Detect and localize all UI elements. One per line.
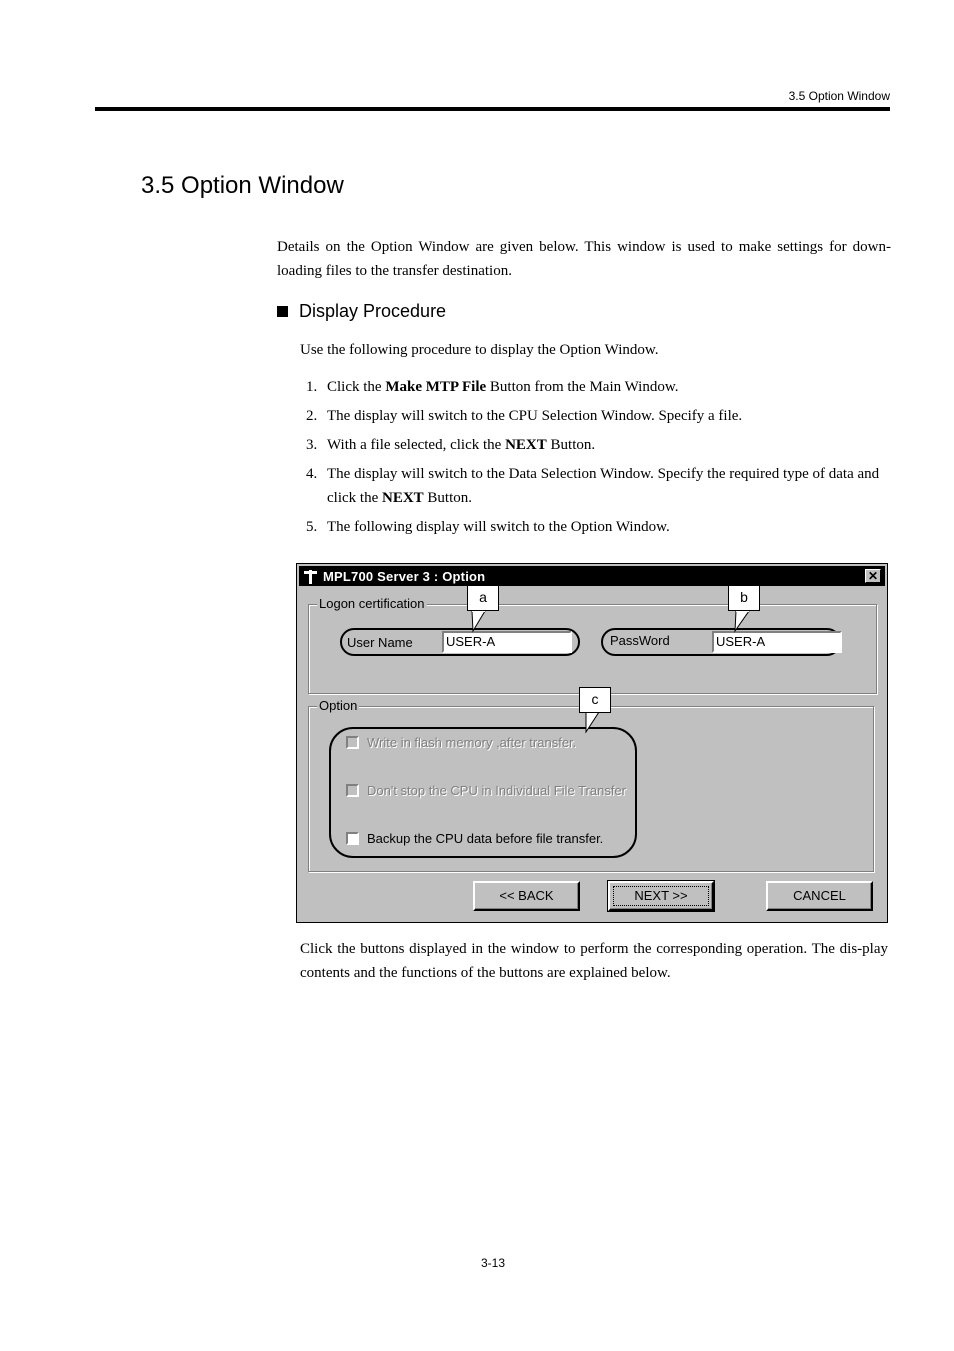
display-procedure-heading xyxy=(277,301,446,322)
step-bold-term: Make MTP File xyxy=(385,379,487,395)
dialog-titlebar[interactable] xyxy=(299,566,885,586)
write-flash-checkbox-row xyxy=(346,735,576,750)
cancel-button[interactable] xyxy=(766,881,873,911)
procedure-step xyxy=(306,375,891,399)
step-text: The following display will switch to the Option Window. xyxy=(327,519,670,535)
step-bold-term: NEXT xyxy=(505,437,547,453)
step-bold-term: NEXT xyxy=(381,490,424,506)
procedure-step xyxy=(306,515,891,539)
display-procedure-title: Display Procedure xyxy=(299,301,447,321)
password-input[interactable]: USER-A xyxy=(712,631,842,653)
backup-cpu-checkbox[interactable] xyxy=(346,832,359,845)
dialog-title: MPL700 Server 3 : Option xyxy=(323,568,486,584)
callout-b: b xyxy=(728,585,760,611)
backup-cpu-label: Backup the CPU data before file transfer. xyxy=(367,831,604,846)
cancel-button-label: CANCEL xyxy=(793,888,846,903)
logon-certification-label: Logon certification xyxy=(319,596,425,611)
option-window-dialog xyxy=(296,563,888,923)
step-text: The display will switch to the Data Selection Window. Specify the required type of data and click the NEXT Button. xyxy=(327,466,880,506)
header-rule xyxy=(95,107,890,111)
step-number: 3. xyxy=(306,437,318,453)
callout-a-tail xyxy=(469,611,489,633)
callout-a: a xyxy=(467,585,499,611)
back-button-label: << BACK xyxy=(499,888,554,903)
step-number: 2. xyxy=(306,408,318,424)
page-number: 3-13 xyxy=(480,1256,506,1270)
running-head: 3.5 Option Window xyxy=(788,89,890,103)
step-text: With a file selected, click the NEXT Button. xyxy=(327,437,596,453)
close-icon[interactable]: ✕ xyxy=(865,569,881,583)
next-button-label: NEXT >> xyxy=(634,888,688,903)
closing-paragraph: Click the buttons displayed in the window to perform the corresponding operation. The dis-play contents and the functions of the buttons are explained below. xyxy=(300,941,888,981)
dont-stop-cpu-label: Don't stop the CPU in Individual File Transfer xyxy=(367,783,626,798)
callout-c-tail xyxy=(583,712,603,734)
write-flash-checkbox xyxy=(346,736,359,749)
procedure-lead: Use the following procedure to display the Option Window. xyxy=(300,342,659,358)
backup-cpu-checkbox-row[interactable] xyxy=(346,831,603,846)
step-number: 1. xyxy=(306,379,318,395)
back-button[interactable] xyxy=(473,881,580,911)
step-text: The display will switch to the CPU Selection Window. Specify a file. xyxy=(327,408,743,424)
procedure-step xyxy=(306,433,891,457)
user-name-label: User Name xyxy=(347,635,413,650)
callout-b-tail xyxy=(733,611,753,633)
dont-stop-cpu-checkbox-row xyxy=(346,783,626,798)
step-text: Click the Make MTP File Button from the Main Window. xyxy=(327,379,679,395)
dont-stop-cpu-checkbox xyxy=(346,784,359,797)
procedure-step xyxy=(306,462,891,510)
write-flash-label: Write in flash memory ,after transfer. xyxy=(367,735,577,750)
option-group-label: Option xyxy=(319,698,358,713)
next-button[interactable] xyxy=(608,881,714,911)
procedure-steps xyxy=(306,375,891,544)
square-bullet-icon xyxy=(277,306,288,317)
step-number: 4. xyxy=(306,466,318,482)
step-number: 5. xyxy=(306,519,318,535)
callout-c: c xyxy=(579,687,611,713)
app-icon xyxy=(303,568,317,584)
procedure-step xyxy=(306,404,891,428)
intro-paragraph: Details on the Option Window are given below. This window is used to make settings for down-loading files to the transfer destination. xyxy=(277,239,891,279)
section-title: 3.5 Option Window xyxy=(141,172,344,199)
password-label: PassWord xyxy=(610,633,670,648)
user-name-input[interactable]: USER-A xyxy=(442,631,572,653)
